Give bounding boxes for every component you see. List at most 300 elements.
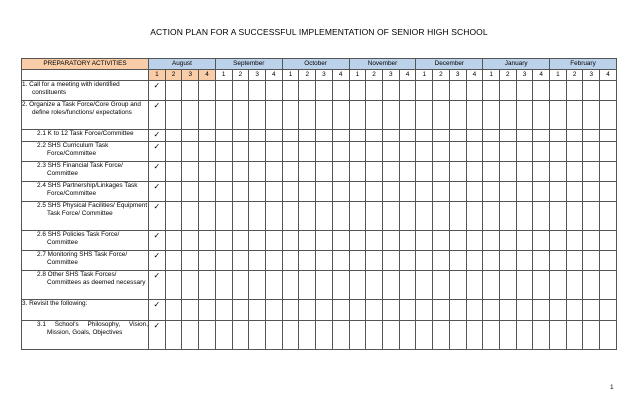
schedule-cell: [215, 321, 232, 350]
week-number: 1: [215, 70, 232, 81]
schedule-cell: [282, 182, 299, 202]
schedule-cell: [583, 142, 600, 162]
activity-number: 2.: [22, 101, 28, 108]
schedule-cell: [566, 231, 583, 251]
schedule-cell: [499, 251, 516, 271]
schedule-cell: [416, 142, 433, 162]
schedule-cell: [282, 300, 299, 321]
schedule-cell: [483, 251, 500, 271]
schedule-cell: [265, 231, 282, 251]
checkmark-icon: ✓: [149, 271, 166, 300]
schedule-cell: [265, 182, 282, 202]
schedule-cell: [316, 321, 333, 350]
schedule-cell: [249, 162, 266, 182]
activity-number: 2.3: [37, 162, 46, 169]
schedule-cell: [165, 251, 182, 271]
checkmark-icon: ✓: [149, 162, 166, 182]
schedule-cell: [165, 231, 182, 251]
week-number: 4: [533, 70, 550, 81]
schedule-cell: [483, 271, 500, 300]
schedule-cell: [265, 300, 282, 321]
schedule-cell: [232, 271, 249, 300]
page-number: 1: [610, 384, 614, 391]
week-number: 2: [299, 70, 316, 81]
checkmark-icon: ✓: [149, 130, 166, 142]
schedule-cell: [516, 202, 533, 231]
activity-cell: [22, 182, 149, 202]
schedule-cell: [282, 130, 299, 142]
schedule-cell: [566, 81, 583, 101]
schedule-cell: [199, 271, 216, 300]
schedule-cell: [566, 300, 583, 321]
week-number: 3: [182, 70, 199, 81]
schedule-cell: [433, 101, 450, 130]
schedule-cell: [215, 271, 232, 300]
schedule-cell: [566, 182, 583, 202]
schedule-cell: [382, 162, 399, 182]
schedule-cell: [215, 231, 232, 251]
schedule-cell: [483, 300, 500, 321]
schedule-cell: [433, 321, 450, 350]
schedule-cell: [316, 101, 333, 130]
schedule-cell: [499, 300, 516, 321]
schedule-cell: [516, 231, 533, 251]
checkmark-icon: ✓: [149, 251, 166, 271]
schedule-cell: [199, 231, 216, 251]
schedule-cell: [199, 182, 216, 202]
schedule-cell: [516, 101, 533, 130]
schedule-cell: [583, 251, 600, 271]
schedule-cell: [349, 81, 366, 101]
schedule-cell: [583, 81, 600, 101]
schedule-cell: [182, 271, 199, 300]
schedule-cell: [232, 81, 249, 101]
schedule-cell: [349, 162, 366, 182]
week-number: 4: [399, 70, 416, 81]
schedule-cell: [449, 202, 466, 231]
schedule-cell: [265, 130, 282, 142]
schedule-cell: [282, 142, 299, 162]
week-number: 2: [165, 70, 182, 81]
schedule-cell: [282, 162, 299, 182]
schedule-cell: [499, 81, 516, 101]
schedule-cell: [282, 321, 299, 350]
schedule-cell: [182, 81, 199, 101]
schedule-cell: [282, 231, 299, 251]
activity-row: [22, 162, 617, 182]
schedule-cell: [382, 130, 399, 142]
schedule-cell: [299, 81, 316, 101]
schedule-cell: [182, 202, 199, 231]
schedule-cell: [583, 162, 600, 182]
schedule-cell: [299, 101, 316, 130]
schedule-cell: [265, 251, 282, 271]
activity-cell: [22, 162, 149, 182]
schedule-cell: [182, 101, 199, 130]
schedule-cell: [433, 231, 450, 251]
schedule-cell: [165, 130, 182, 142]
activity-text: SHS Partnership/Linkages Task Force/Committee: [47, 182, 138, 198]
schedule-cell: [215, 202, 232, 231]
schedule-cell: [600, 130, 617, 142]
schedule-cell: [433, 182, 450, 202]
schedule-cell: [533, 130, 550, 142]
activity-cell: [22, 81, 149, 101]
week-number: 4: [600, 70, 617, 81]
schedule-cell: [199, 101, 216, 130]
schedule-cell: [600, 300, 617, 321]
activity-row: [22, 182, 617, 202]
schedule-cell: [416, 182, 433, 202]
checkmark-icon: ✓: [149, 101, 166, 130]
schedule-cell: [366, 130, 383, 142]
schedule-cell: [533, 271, 550, 300]
schedule-cell: [299, 231, 316, 251]
schedule-cell: [433, 271, 450, 300]
schedule-cell: [316, 130, 333, 142]
schedule-cell: [349, 321, 366, 350]
month-header-row: [22, 59, 617, 70]
document-title: ACTION PLAN FOR A SUCCESSFUL IMPLEMENTATION OF SENIOR HIGH SCHOOL: [150, 27, 488, 37]
schedule-cell: [433, 251, 450, 271]
schedule-cell: [316, 251, 333, 271]
activity-row: [22, 142, 617, 162]
schedule-cell: [516, 321, 533, 350]
activity-text: Revisit the following:: [29, 300, 88, 307]
schedule-cell: [249, 271, 266, 300]
activity-cell: [22, 202, 149, 231]
schedule-cell: [583, 202, 600, 231]
activity-text: SHS Policies Task Force/ Committee: [47, 231, 120, 247]
schedule-cell: [299, 130, 316, 142]
schedule-cell: [215, 101, 232, 130]
schedule-cell: [533, 101, 550, 130]
week-number: 3: [316, 70, 333, 81]
schedule-cell: [449, 162, 466, 182]
schedule-cell: [533, 81, 550, 101]
schedule-cell: [516, 182, 533, 202]
activity-text: School's Philosophy, Vision, Mission, Goals, Objectives: [47, 321, 148, 337]
schedule-cell: [215, 182, 232, 202]
schedule-cell: [600, 162, 617, 182]
schedule-cell: [349, 182, 366, 202]
schedule-cell: [533, 321, 550, 350]
week-number: 1: [550, 70, 567, 81]
activity-text: Organize a Task Force/Core Group and define roles/functions/ expectations: [29, 101, 141, 117]
schedule-cell: [249, 321, 266, 350]
schedule-cell: [433, 142, 450, 162]
schedule-cell: [299, 321, 316, 350]
activity-number: 2.1: [37, 130, 46, 137]
schedule-cell: [416, 231, 433, 251]
activity-number: 2.8: [37, 271, 46, 278]
activity-text: K to 12 Task Force/Committee: [47, 130, 134, 137]
schedule-cell: [433, 130, 450, 142]
schedule-cell: [583, 321, 600, 350]
schedule-cell: [516, 130, 533, 142]
schedule-cell: [449, 81, 466, 101]
schedule-cell: [583, 130, 600, 142]
schedule-cell: [583, 101, 600, 130]
checkmark-icon: ✓: [149, 142, 166, 162]
schedule-cell: [416, 271, 433, 300]
schedule-cell: [199, 81, 216, 101]
month-header: October: [282, 59, 349, 70]
schedule-cell: [516, 81, 533, 101]
schedule-cell: [282, 101, 299, 130]
activities-header: PREPARATORY ACTIVITIES: [22, 59, 149, 70]
schedule-cell: [533, 202, 550, 231]
schedule-cell: [499, 271, 516, 300]
schedule-cell: [316, 142, 333, 162]
activity-cell: [22, 101, 149, 130]
schedule-cell: [399, 271, 416, 300]
activity-cell: [22, 271, 149, 300]
schedule-cell: [316, 81, 333, 101]
schedule-cell: [249, 300, 266, 321]
schedule-cell: [349, 130, 366, 142]
week-number: 3: [449, 70, 466, 81]
schedule-cell: [382, 142, 399, 162]
schedule-cell: [232, 231, 249, 251]
schedule-cell: [265, 81, 282, 101]
schedule-cell: [182, 251, 199, 271]
month-header: February: [550, 59, 617, 70]
schedule-cell: [332, 162, 349, 182]
schedule-cell: [165, 300, 182, 321]
activity-row: [22, 251, 617, 271]
schedule-cell: [499, 321, 516, 350]
activity-number: 2.7: [37, 251, 46, 258]
schedule-cell: [416, 162, 433, 182]
schedule-cell: [182, 321, 199, 350]
schedule-cell: [366, 202, 383, 231]
schedule-cell: [416, 101, 433, 130]
schedule-cell: [282, 81, 299, 101]
schedule-cell: [483, 182, 500, 202]
schedule-cell: [600, 271, 617, 300]
schedule-cell: [449, 271, 466, 300]
activity-number: 3.: [22, 300, 28, 307]
schedule-cell: [399, 231, 416, 251]
activity-number: 2.5: [37, 202, 46, 209]
schedule-cell: [332, 130, 349, 142]
schedule-cell: [349, 142, 366, 162]
schedule-cell: [299, 182, 316, 202]
schedule-cell: [382, 81, 399, 101]
schedule-cell: [566, 202, 583, 231]
schedule-cell: [249, 81, 266, 101]
schedule-cell: [516, 162, 533, 182]
schedule-cell: [600, 321, 617, 350]
schedule-cell: [332, 202, 349, 231]
schedule-cell: [550, 182, 567, 202]
schedule-cell: [265, 321, 282, 350]
checkmark-icon: ✓: [149, 231, 166, 251]
checkmark-icon: ✓: [149, 202, 166, 231]
schedule-cell: [449, 142, 466, 162]
week-number: 2: [499, 70, 516, 81]
schedule-cell: [550, 81, 567, 101]
schedule-cell: [399, 202, 416, 231]
schedule-cell: [466, 251, 483, 271]
schedule-cell: [349, 300, 366, 321]
schedule-cell: [199, 251, 216, 271]
schedule-cell: [382, 101, 399, 130]
schedule-cell: [433, 300, 450, 321]
schedule-cell: [182, 300, 199, 321]
schedule-cell: [316, 162, 333, 182]
checkmark-icon: ✓: [149, 321, 166, 350]
schedule-cell: [600, 182, 617, 202]
schedule-cell: [165, 271, 182, 300]
month-header: September: [215, 59, 282, 70]
schedule-cell: [550, 101, 567, 130]
schedule-cell: [249, 231, 266, 251]
schedule-cell: [416, 321, 433, 350]
schedule-cell: [165, 182, 182, 202]
schedule-cell: [566, 321, 583, 350]
month-header: November: [349, 59, 416, 70]
activity-row: [22, 81, 617, 101]
week-number: 4: [265, 70, 282, 81]
schedule-cell: [550, 202, 567, 231]
schedule-cell: [449, 231, 466, 251]
week-header-row: [22, 70, 617, 81]
month-header: August: [149, 59, 216, 70]
schedule-cell: [566, 271, 583, 300]
schedule-cell: [265, 202, 282, 231]
schedule-cell: [299, 162, 316, 182]
schedule-cell: [366, 321, 383, 350]
schedule-cell: [182, 182, 199, 202]
schedule-cell: [416, 202, 433, 231]
schedule-cell: [232, 162, 249, 182]
schedule-cell: [399, 321, 416, 350]
schedule-cell: [249, 142, 266, 162]
schedule-cell: [232, 101, 249, 130]
schedule-cell: [165, 81, 182, 101]
schedule-cell: [416, 300, 433, 321]
schedule-cell: [533, 142, 550, 162]
schedule-cell: [483, 101, 500, 130]
schedule-cell: [466, 101, 483, 130]
activity-text: SHS Curriculum Task Force/Committee: [47, 142, 109, 158]
schedule-cell: [215, 251, 232, 271]
week-number: 2: [366, 70, 383, 81]
schedule-cell: [215, 130, 232, 142]
schedule-cell: [165, 101, 182, 130]
week-number: 3: [583, 70, 600, 81]
schedule-cell: [199, 142, 216, 162]
schedule-cell: [600, 231, 617, 251]
schedule-cell: [349, 202, 366, 231]
schedule-cell: [600, 81, 617, 101]
schedule-cell: [566, 101, 583, 130]
schedule-cell: [199, 321, 216, 350]
schedule-cell: [600, 202, 617, 231]
schedule-cell: [316, 300, 333, 321]
schedule-cell: [249, 130, 266, 142]
schedule-cell: [382, 271, 399, 300]
schedule-cell: [332, 271, 349, 300]
schedule-cell: [199, 202, 216, 231]
schedule-cell: [349, 231, 366, 251]
schedule-cell: [533, 300, 550, 321]
schedule-cell: [382, 182, 399, 202]
week-number: 2: [566, 70, 583, 81]
schedule-cell: [265, 101, 282, 130]
schedule-cell: [382, 251, 399, 271]
activity-number: 2.2: [37, 142, 46, 149]
activity-text: SHS Financial Task Force/ Committee: [47, 162, 123, 178]
schedule-cell: [366, 142, 383, 162]
activity-text: SHS Physical Facilities/ Equipment Task Force/ Committee: [47, 202, 148, 218]
schedule-cell: [483, 142, 500, 162]
schedule-cell: [366, 271, 383, 300]
week-number: 3: [249, 70, 266, 81]
schedule-cell: [466, 81, 483, 101]
schedule-cell: [466, 130, 483, 142]
schedule-cell: [399, 251, 416, 271]
schedule-cell: [366, 300, 383, 321]
schedule-cell: [265, 271, 282, 300]
schedule-cell: [566, 142, 583, 162]
week-number: 4: [332, 70, 349, 81]
schedule-cell: [533, 182, 550, 202]
schedule-cell: [449, 251, 466, 271]
schedule-cell: [550, 251, 567, 271]
activity-number: 2.6: [37, 231, 46, 238]
schedule-cell: [499, 202, 516, 231]
schedule-cell: [282, 271, 299, 300]
activity-row: [22, 321, 617, 350]
schedule-cell: [232, 130, 249, 142]
schedule-cell: [249, 251, 266, 271]
schedule-cell: [483, 162, 500, 182]
schedule-cell: [199, 162, 216, 182]
schedule-cell: [165, 162, 182, 182]
week-number: 1: [149, 70, 166, 81]
schedule-cell: [600, 251, 617, 271]
schedule-cell: [550, 162, 567, 182]
schedule-cell: [399, 81, 416, 101]
schedule-cell: [566, 130, 583, 142]
schedule-cell: [182, 231, 199, 251]
schedule-cell: [232, 202, 249, 231]
activity-row: [22, 271, 617, 300]
schedule-cell: [165, 202, 182, 231]
schedule-cell: [499, 182, 516, 202]
schedule-cell: [349, 101, 366, 130]
schedule-cell: [265, 142, 282, 162]
schedule-cell: [516, 300, 533, 321]
schedule-cell: [282, 251, 299, 271]
schedule-cell: [299, 251, 316, 271]
schedule-cell: [232, 142, 249, 162]
schedule-cell: [499, 162, 516, 182]
action-plan-table: [21, 58, 617, 350]
activity-cell: [22, 231, 149, 251]
schedule-cell: [349, 271, 366, 300]
schedule-cell: [583, 231, 600, 251]
schedule-cell: [466, 162, 483, 182]
schedule-cell: [232, 321, 249, 350]
schedule-cell: [316, 202, 333, 231]
activity-row: [22, 300, 617, 321]
schedule-cell: [332, 142, 349, 162]
schedule-cell: [165, 142, 182, 162]
